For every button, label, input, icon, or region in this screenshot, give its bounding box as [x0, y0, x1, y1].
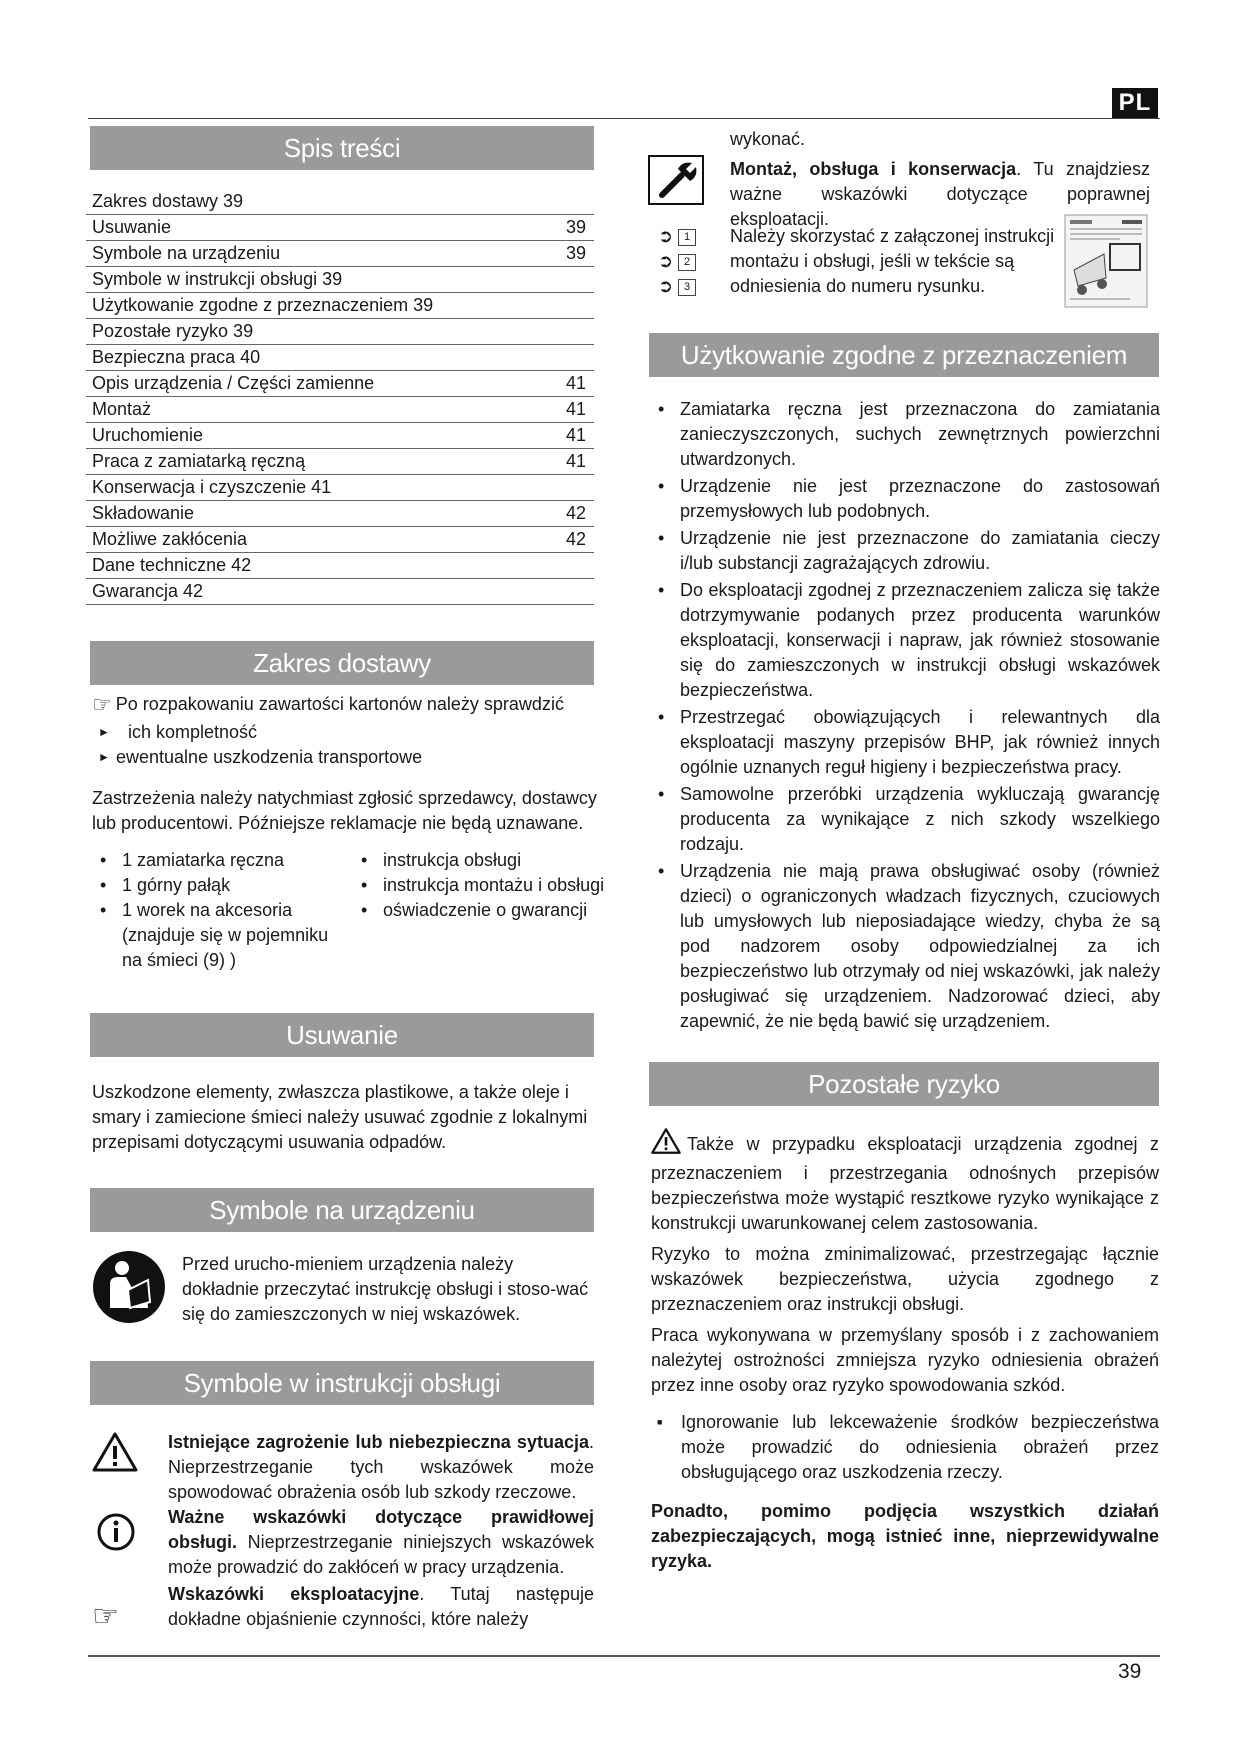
toc-entry-label: Gwarancja 42: [92, 581, 204, 601]
intended-use-item: • Do eksploatacji zgodnej z przeznaczeniem zalicza się także dotrzymywanie podanych przez producenta warunków eksploatacji, konserwacji i napraw, jak również stosowanie się do zamieszczonych w instrukcji obsługi wskazówek bezpieczeństwa.: [650, 578, 1160, 703]
intended-use-title: Użytkowanie zgodne z przeznaczeniem: [649, 333, 1159, 377]
toc-entry-page: 41: [565, 451, 586, 471]
toc-row: [86, 189, 594, 215]
toc-entry-page: 42: [565, 503, 586, 523]
toc-row: [86, 345, 594, 371]
toc-entry-page: [586, 189, 588, 214]
toc-entry-page: [586, 345, 588, 370]
toc-entry-label: Symbole w instrukcji obsługi 39: [92, 269, 343, 289]
toc-entry-label: Pozostałe ryzyko 39: [92, 321, 254, 341]
assembly-paragraph: Montaż, obsługa i konserwacja. Tu znajdziesz ważne wskazówki dotyczące poprawnej eksploatacji.: [730, 159, 1151, 229]
manual-symbols-title: Symbole w instrukcji obsługi: [90, 1361, 594, 1405]
danger-text: Nieprzestrzeganie tych wskazówek może spowodować obrażenia osób lub szkody rzeczowe.: [168, 1457, 594, 1502]
toc-entry-label: Praca z zamiatarką ręczną: [92, 451, 306, 471]
top-divider: [88, 118, 1160, 119]
assembly-bold: Montaż, obsługa i konserwacja: [730, 159, 1017, 179]
hand-pointer-icon: ☞: [92, 692, 112, 717]
toc-row: [86, 319, 594, 345]
toc-entry-page: [586, 553, 588, 578]
toc-entry-label: Opis urządzenia / Części zamienne: [92, 373, 375, 393]
read-manual-icon: [92, 1250, 166, 1329]
arrow-icon: ➲: [658, 251, 674, 271]
intended-use-item: • Urządzenia nie mają prawa obsługiwać osoby (również dzieci) o ograniczonych władzach fizycznych, czuciowych lub umysłowych lub nieposiadające wiedzy, chyba że są pod nadzorem osoby odpowiedzialnej za ich bezpieczeństwo lub otrzymały od niej wskazówki, jak należy posługiwać się urządzeniem. Nadzorować dzieci, aby zapewnić, że nie będą bawić się urządzeniem.: [650, 859, 1160, 1034]
intended-use-item: • Urządzenie nie jest przeznaczone do zamiatania cieczy i/lub substancji zagrażających zdrowiu.: [650, 526, 1160, 576]
figure-ref: ➲ 2: [658, 249, 718, 274]
bottom-divider: [88, 1655, 1160, 1657]
toc-entry-page: [586, 267, 588, 292]
residual-risk-bullet: ■ Ignorowanie lub lekceważenie środków bezpieczeństwa może prowadzić do odniesienia obrażeń przez obsługującego oraz uszkodzenia rzeczy.: [651, 1410, 1159, 1485]
toc-row: [86, 501, 594, 527]
figure-ref: ➲ 1: [658, 224, 718, 249]
arrow-icon: ➲: [658, 276, 674, 296]
delivery-check-item: ► ewentualne uszkodzenia transportowe: [92, 745, 612, 770]
toc-entry-label: Konserwacja i czyszczenie 41: [92, 477, 332, 497]
intended-use-item: • Zamiatarka ręczna jest przeznaczona do zamiatania zanieczyszczonych, suchych zewnętrznych powierzchni utwardzonych.: [650, 397, 1160, 472]
toc-entry-page: [586, 293, 588, 318]
delivery-item: • 1 worek na akcesoria (znajduje się w pojemniku na śmieci (9) ): [92, 898, 337, 973]
toc-entry-label: Uruchomienie: [92, 425, 204, 445]
delivery-check-intro: Po rozpakowaniu zawartości kartonów należy sprawdzić: [115, 694, 564, 714]
toc-row: [86, 267, 594, 293]
toc-entry-label: Użytkowanie zgodne z przeznaczeniem 39: [92, 295, 434, 315]
hint-paragraph: Wskazówki eksploatacyjne. Tutaj następuje dokładne objaśnienie czynności, które należy: [168, 1584, 594, 1629]
toc-row: [86, 579, 594, 605]
toc-entry-label: Usuwanie: [92, 217, 172, 237]
toc-row: [86, 371, 594, 397]
toc-row: [86, 423, 594, 449]
assembly-text: Tu znajdziesz ważne wskazówki dotyczące poprawnej eksploatacji.: [730, 159, 1151, 229]
residual-risk-section: [651, 1128, 1159, 1574]
toc-row: [86, 293, 594, 319]
info-icon: [96, 1512, 136, 1557]
hint-text: Tutaj następuje dokładne objaśnienie czynności, które należy: [168, 1584, 594, 1629]
warning-triangle-icon: [651, 1128, 681, 1161]
toc-row: [86, 215, 594, 241]
hand-pointer-icon: ☞: [92, 1600, 119, 1633]
toc-row: [86, 527, 594, 553]
danger-bold: Istniejące zagrożenie lub niebezpieczna sytuacja: [168, 1432, 589, 1452]
intended-use-item: • Samowolne przeróbki urządzenia wykluczają gwarancję producenta za wynikające z nich szkody wszelkiego rodzaju.: [650, 782, 1160, 857]
delivery-item: • instrukcja montażu i obsługi: [353, 873, 612, 898]
residual-risk-title: Pozostałe ryzyko: [649, 1062, 1159, 1106]
warning-triangle-icon: [92, 1432, 138, 1477]
delivery-items-left: [92, 848, 353, 973]
toc-title: Spis treści: [90, 126, 594, 170]
toc-entry-page: 41: [565, 399, 586, 419]
device-symbols-text: Przed urucho-mieniem urządzenia należy dokładnie przeczytać instrukcję obsługi i stoso-wać się do zamieszczonych w niej wskazówek.: [182, 1254, 589, 1324]
page-number: 39: [1118, 1660, 1142, 1683]
language-badge: PL: [1112, 88, 1158, 118]
arrow-icon: ➲: [658, 226, 674, 246]
delivery-section: [92, 692, 612, 973]
toc-row: [86, 553, 594, 579]
disposal-text: Uszkodzone elementy, zwłaszcza plastikowe, a także oleje i smary i zamiecione śmieci należy usuwać zgodnie z lokalnymi przepisami dotyczącymi usuwania odpadów.: [92, 1082, 588, 1152]
intended-use-item: • Przestrzegać obowiązujących i relewantnych dla eksploatacji maszyny przepisów BHP, jak również innych ogólnie uznanych reguł higieny i bezpieczeństwa pracy.: [650, 705, 1160, 780]
delivery-items-right: [353, 848, 612, 973]
toc-row: [86, 475, 594, 501]
delivery-note: Zastrzeżenia należy natychmiast zgłosić sprzedawcy, dostawcy lub producentowi. Późniejsze reklamacje nie będą uznawane.: [92, 788, 597, 833]
toc-entry-label: Bezpieczna praca 40: [92, 347, 261, 367]
info-bold: Ważne wskazówki dotyczące prawidłowej obsługi.: [168, 1507, 594, 1552]
toc-entry-page: [586, 319, 588, 344]
toc-entry-label: Symbole na urządzeniu: [92, 243, 281, 263]
toc-row: [86, 241, 594, 267]
manual-thumbnail-image: [1064, 214, 1148, 313]
delivery-item: • oświadczenie o gwarancji: [353, 898, 612, 923]
intended-use-item: • Urządzenie nie jest przeznaczone do zastosowań przemysłowych lub podobnych.: [650, 474, 1160, 524]
danger-paragraph: Istniejące zagrożenie lub niebezpieczna sytuacja. Nieprzestrzeganie tych wskazówek może spowodować obrażenia osób lub szkody rzeczowe.: [168, 1432, 594, 1502]
delivery-check-item: ► ich kompletność: [92, 720, 612, 745]
toc-entry-page: 39: [565, 243, 586, 263]
toc-entry-label: Możliwe zakłócenia: [92, 529, 248, 549]
toc-entry-label: Składowanie: [92, 503, 195, 523]
residual-risk-p3: Praca wykonywana w przemyślany sposób i z zachowaniem należytej ostrożności zmniejsza ryzyko odniesienia obrażeń przez inne osoby oraz ryzyko spowodowania szkód.: [651, 1325, 1159, 1395]
toc-entry-page: [586, 579, 588, 604]
delivery-item: • 1 zamiatarka ręczna: [92, 848, 353, 873]
toc-entry-page: 41: [565, 373, 586, 393]
info-paragraph: [168, 1505, 594, 1580]
hint-continuation: wykonać.: [730, 129, 806, 149]
delivery-item: • instrukcja obsługi: [353, 848, 612, 873]
figure-ref-text: Należy skorzystać z załączonej instrukcji montażu i obsługi, jeśli w tekście są odniesienia do numeru rysunku.: [730, 226, 1055, 296]
figure-ref: ➲ 3: [658, 274, 718, 299]
toc-entry-page: 41: [565, 425, 586, 445]
disposal-title: Usuwanie: [90, 1013, 594, 1057]
delivery-title: Zakres dostawy: [90, 641, 594, 685]
toc-row: [86, 449, 594, 475]
wrench-icon: [648, 155, 704, 210]
intended-use-list: [650, 397, 1160, 1034]
residual-risk-closing: Ponadto, pomimo podjęcia wszystkich działań zabezpieczających, mogą istnieć inne, nieprzewidywalne ryzyka.: [651, 1501, 1159, 1571]
device-symbols-title: Symbole na urządzeniu: [90, 1188, 594, 1232]
toc-row: [86, 397, 594, 423]
delivery-item: • 1 górny pałąk: [92, 873, 353, 898]
toc-entry-page: 39: [565, 217, 586, 237]
toc-entry-page: [586, 475, 588, 500]
hint-bold: Wskazówki eksploatacyjne: [168, 1584, 420, 1604]
table-of-contents: [86, 189, 594, 605]
toc-entry-label: Zakres dostawy 39: [92, 191, 244, 211]
residual-risk-p2: Ryzyko to można zminimalizować, przestrzegając łącznie wskazówek bezpieczeństwa, użycia zgodnego z przeznaczeniem oraz instrukcji obsługi.: [651, 1244, 1159, 1314]
toc-entry-page: 42: [565, 529, 586, 549]
residual-risk-p1: Także w przypadku eksploatacji urządzenia zgodnej z przeznaczeniem i przestrzegania odnośnych przepisów bezpieczeństwa może wystąpić resztkowe ryzyko wynikające z konstrukcji uwarunkowanej celem zastosowania.: [651, 1128, 1159, 1236]
figure-refs: [658, 224, 718, 299]
toc-entry-label: Montaż: [92, 399, 152, 419]
info-text: Nieprzestrzeganie niniejszych wskazówek może prowadzić do zakłóceń w pracy urządzenia.: [168, 1532, 594, 1577]
toc-entry-label: Dane techniczne 42: [92, 555, 252, 575]
